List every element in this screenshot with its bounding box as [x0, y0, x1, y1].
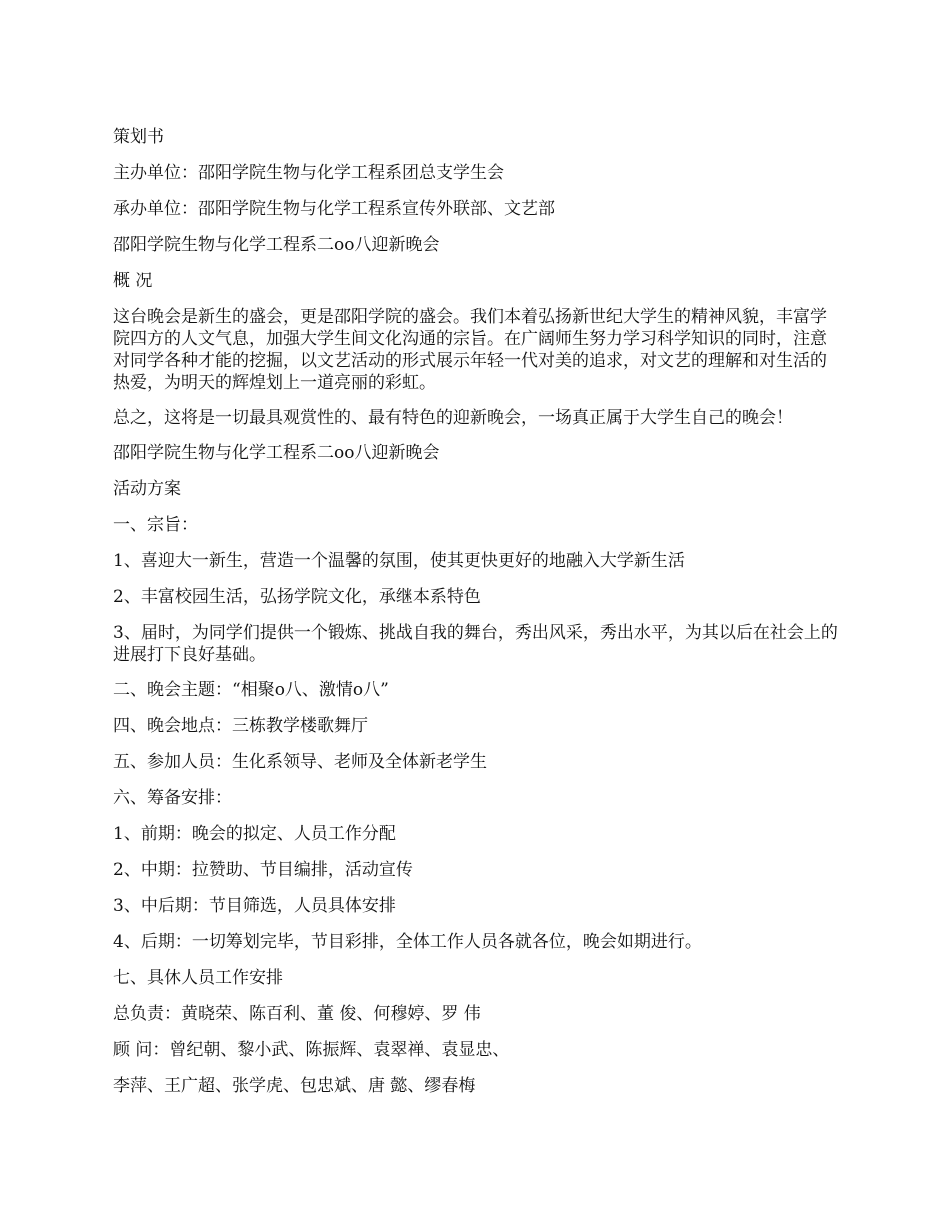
purpose-item-2: 2、丰富校园生活，弘扬学院文化，承继本系特色	[113, 587, 481, 607]
preparation-item-3: 3、中后期：节目筛选，人员具体安排	[113, 896, 396, 916]
overview-paragraph: 这台晚会是新生的盛会，更是邵阳学院的盛会。我们本着弘扬新世纪大学生的精神风貌，丰富学院四方的人文气息，加强大学生间文化沟通的宗旨。在广阔师生努力学习科学知识的同时，注意对同学各种才能的挖掘，以文艺活动的形式展示年轻一代对美的追求，对文艺的理解和对生活的热爱，为明天的辉煌划上一道亮丽的彩虹。	[113, 307, 827, 393]
event-name-repeat: 邵阳学院生物与化学工程系二oo八迎新晚会	[113, 443, 440, 463]
participants-line: 五、参加人员：生化系领导、老师及全体新老学生	[113, 752, 487, 772]
document-page	[113, 126, 843, 1111]
staff-leaders: 总负责：黄晓荣、陈百利、董 俊、何穆婷、罗 伟	[113, 1004, 481, 1024]
purpose-item-1: 1、喜迎大一新生，营造一个温馨的氛围，使其更快更好的地融入大学新生活	[113, 551, 685, 571]
preparation-item-1: 1、前期：晚会的拟定、人员工作分配	[113, 824, 396, 844]
summary-paragraph: 总之，这将是一切最具观赏性的、最有特色的迎新晚会，一场真正属于大学生自己的晚会！	[113, 408, 793, 428]
purpose-heading: 一、宗旨：	[113, 515, 198, 535]
section-heading-overview: 概 况	[113, 271, 153, 291]
staff-heading: 七、具休人员工作安排	[113, 968, 283, 988]
doc-title: 策划书	[113, 127, 164, 147]
theme-line: 二、晚会主题：“相聚o八、激情o八”	[113, 680, 389, 700]
preparation-item-2: 2、中期：拉赞助、节目编排，活动宣传	[113, 860, 413, 880]
preparation-item-4: 4、后期：一切筹划完毕，节目彩排，全体工作人员各就各位，晚会如期进行。	[113, 932, 702, 952]
co-organizer-line: 承办单位：邵阳学院生物与化学工程系宣传外联部、文艺部	[113, 199, 555, 219]
organizer-line: 主办单位：邵阳学院生物与化学工程系团总支学生会	[113, 163, 504, 183]
preparation-heading: 六、筹备安排：	[113, 788, 232, 808]
staff-advisors: 顾 问：曾纪朝、黎小武、陈振辉、袁翠禅、袁显忠、	[113, 1040, 510, 1060]
staff-advisors-continued: 李萍、王广超、张学虎、包忠斌、唐 懿、缪春梅	[113, 1076, 476, 1096]
section-heading-plan: 活动方案	[113, 479, 181, 499]
purpose-item-3: 3、届时，为同学们提供一个锻炼、挑战自我的舞台，秀出风采，秀出水平，为其以后在社会上的进展打下良好基础。	[113, 623, 838, 665]
venue-line: 四、晚会地点：三栋教学楼歌舞厅	[113, 716, 368, 736]
event-name: 邵阳学院生物与化学工程系二oo八迎新晚会	[113, 235, 440, 255]
